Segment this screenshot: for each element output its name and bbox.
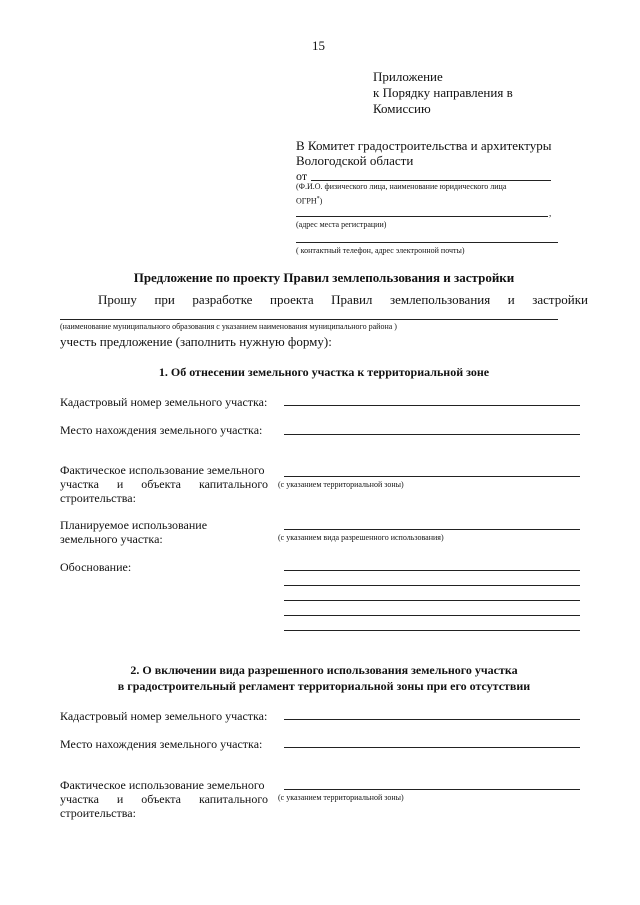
request-word: разработке xyxy=(192,292,253,307)
s1-planned-use-caption: (с указанием вида разрешенного использования) xyxy=(278,533,444,542)
s2-actual-use-caption: (с указанием территориальной зоны) xyxy=(278,793,404,802)
s2-actual-use-word: и xyxy=(116,792,124,806)
s1-actual-use-field[interactable] xyxy=(284,476,580,477)
address-field-line[interactable] xyxy=(296,216,548,217)
s1-actual-use-caption: (с указанием территориальной зоны) xyxy=(278,480,404,489)
section1-heading: 1. Об отнесении земельного участка к территориальной зоне xyxy=(158,365,490,379)
appendix-block xyxy=(373,69,513,117)
addressee-line-2: Вологодской области xyxy=(296,153,414,168)
section2-heading-line-1: 2. О включении вида разрешенного использования земельного участка xyxy=(130,663,518,677)
s1-cadastral-field[interactable] xyxy=(284,405,580,406)
request-continuation: учесть предложение (заполнить нужную форму): xyxy=(60,334,332,349)
request-word: и xyxy=(507,292,515,307)
s1-justification-label: Обоснование: xyxy=(60,560,132,574)
s1-actual-use-word: участка xyxy=(60,477,99,491)
s1-actual-use-label xyxy=(60,463,268,505)
s2-location-field[interactable] xyxy=(284,747,580,748)
caption-municipality: (наименование муниципального образования с указанием наименования муниципального района ) xyxy=(60,322,397,331)
s2-actual-use-line-1: Фактическое использование земельного xyxy=(60,778,265,792)
request-word: Правил xyxy=(331,292,373,307)
appendix-line-2: к Порядку направления в xyxy=(373,85,513,100)
caption-address: (адрес места регистрации) xyxy=(296,220,387,229)
s2-actual-use-word: объекта xyxy=(141,792,181,806)
caption-ogrn-close: ) xyxy=(319,196,323,206)
request-word: проекта xyxy=(269,292,314,307)
s2-actual-use-label xyxy=(60,778,268,820)
footnote-mark: * xyxy=(316,196,320,202)
s1-justification-field-3[interactable] xyxy=(284,600,580,601)
caption-applicant-name: (Ф.И.О. физического лица, наименование юридического лица xyxy=(296,182,507,191)
s1-planned-use-label xyxy=(60,518,207,546)
request-word: Прошу xyxy=(98,292,137,307)
address-comma: , xyxy=(549,208,552,218)
s2-actual-use-line-2 xyxy=(60,792,268,806)
s2-actual-use-word: участка xyxy=(60,792,99,806)
s1-actual-use-line-1: Фактическое использование земельного xyxy=(60,463,265,477)
s1-cadastral-label: Кадастровый номер земельного участка: xyxy=(60,395,268,409)
s1-location-label: Место нахождения земельного участка: xyxy=(60,423,263,437)
municipality-field-line[interactable] xyxy=(60,319,558,320)
from-field-line[interactable] xyxy=(311,180,551,181)
s1-justification-field-2[interactable] xyxy=(284,585,580,586)
contacts-field-line[interactable] xyxy=(296,242,558,243)
s2-actual-use-field[interactable] xyxy=(284,789,580,790)
s1-actual-use-word: и xyxy=(116,477,124,491)
caption-ogrn xyxy=(296,194,322,207)
section2-heading xyxy=(60,662,588,694)
s2-actual-use-line-3: строительства: xyxy=(60,806,136,820)
s1-justification-field-1[interactable] xyxy=(284,570,580,571)
s1-planned-use-field[interactable] xyxy=(284,529,580,530)
s2-cadastral-field[interactable] xyxy=(284,719,580,720)
caption-contacts: ( контактный телефон, адрес электронной почты) xyxy=(296,246,465,255)
s2-cadastral-label: Кадастровый номер земельного участка: xyxy=(60,709,268,723)
request-line xyxy=(98,292,588,307)
caption-ogrn-text: ОГРН xyxy=(296,196,317,206)
s1-justification-field-4[interactable] xyxy=(284,615,580,616)
s1-actual-use-word: капитального xyxy=(198,477,268,491)
s2-actual-use-word: капитального xyxy=(198,792,268,806)
s2-location-label: Место нахождения земельного участка: xyxy=(60,737,263,751)
s1-planned-use-line-2: земельного участка: xyxy=(60,532,163,546)
from-label: от xyxy=(296,169,308,183)
page-number: 15 xyxy=(312,38,325,53)
request-word: при xyxy=(154,292,175,307)
request-word: застройки xyxy=(532,292,588,307)
section2-heading-line-2: в градостроительный регламент территориальной зоны при его отсутствии xyxy=(117,679,531,693)
s1-justification-field-5[interactable] xyxy=(284,630,580,631)
s1-actual-use-word: объекта xyxy=(141,477,181,491)
s1-actual-use-line-3: строительства: xyxy=(60,491,136,505)
document-title: Предложение по проекту Правил землепользования и застройки xyxy=(133,270,515,285)
appendix-line-3: Комиссию xyxy=(373,101,431,116)
s1-location-field[interactable] xyxy=(284,434,580,435)
s1-actual-use-line-2 xyxy=(60,477,268,491)
appendix-line-1: Приложение xyxy=(373,69,443,84)
request-word: землепользования xyxy=(389,292,491,307)
addressee-line-1: В Комитет градостроительства и архитектуры xyxy=(296,138,552,153)
s1-planned-use-line-1: Планируемое использование xyxy=(60,518,208,532)
